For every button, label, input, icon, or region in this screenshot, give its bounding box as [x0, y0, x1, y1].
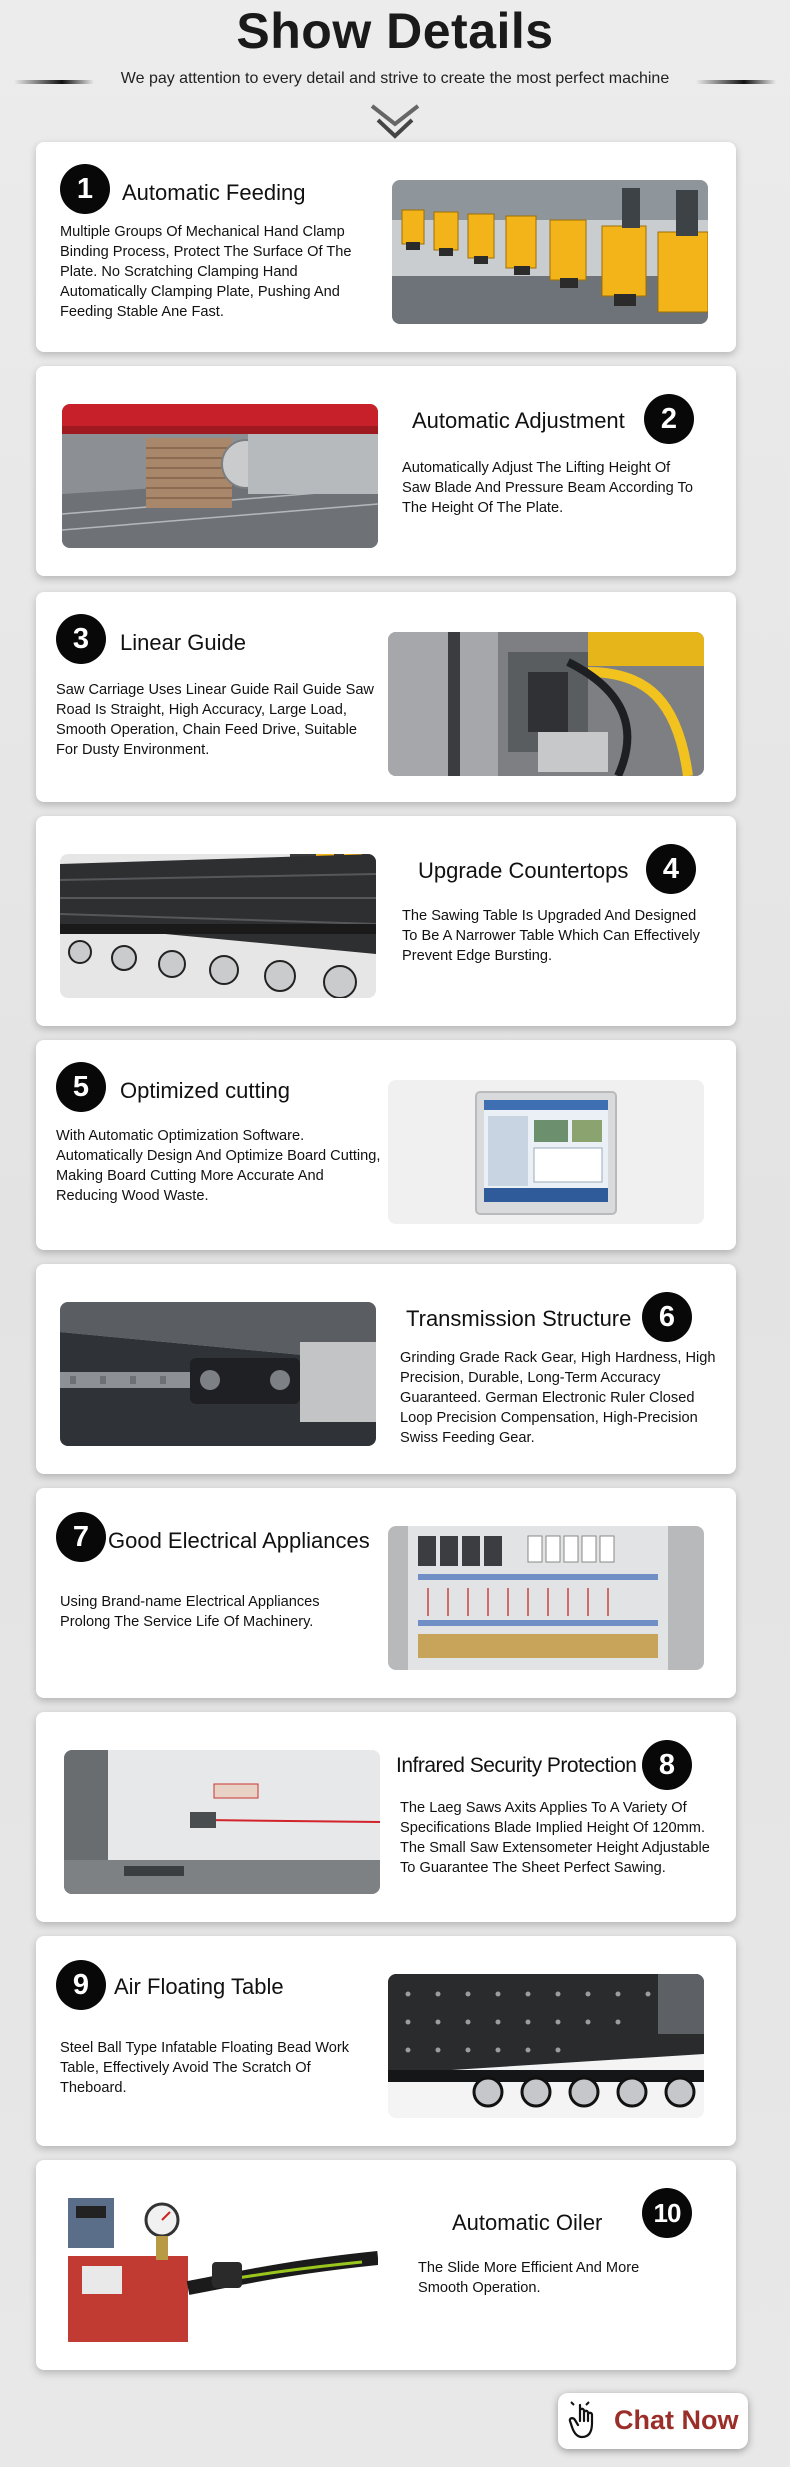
- feature-description: The Laeg Saws Axits Applies To A Variety Of Specifications Blade Implied Height Of 120mm. The Small Saw Extensometer Height Adjustable To Guarantee The Sheet Perfect Sawing.: [400, 1800, 710, 1876]
- feature-card-2: [36, 366, 736, 576]
- feature-description: The Slide More Efficient And More Smooth Operation.: [418, 2260, 640, 2296]
- feature-description: Automatically Adjust The Lifting Height Of Saw Blade And Pressure Beam According To The Height Of The Plate.: [402, 460, 693, 516]
- header-banner: [0, 0, 790, 150]
- electrical-appliances-photo: [388, 1526, 704, 1670]
- feature-card-1: [36, 142, 736, 352]
- page-title: Show Details: [236, 3, 554, 59]
- feature-card-6: [36, 1264, 736, 1474]
- feature-card-5: [36, 1040, 736, 1250]
- feature-number-badge: 4: [646, 844, 696, 894]
- feature-title: Automatic Oiler: [452, 2210, 603, 2235]
- feature-description: Using Brand-name Electrical Appliances Prolong The Service Life Of Machinery.: [60, 1594, 320, 1630]
- feature-number-badge: 10: [642, 2188, 692, 2238]
- feature-number-badge: 2: [644, 394, 694, 444]
- feature-card-3: [36, 592, 736, 802]
- feature-title: Automatic Adjustment: [412, 408, 625, 433]
- feature-title: Optimized cutting: [120, 1078, 290, 1103]
- feature-title: Linear Guide: [120, 630, 246, 655]
- feature-number-badge: 6: [642, 1292, 692, 1342]
- feature-description: Steel Ball Type Infatable Floating Bead Work Table, Effectively Avoid The Scratch Of Theboard.: [60, 2040, 350, 2096]
- feature-title: Transmission Structure: [406, 1306, 632, 1331]
- feature-description: The Sawing Table Is Upgraded And Designed To Be A Narrower Table Which Can Effectively Prevent Edge Bursting.: [402, 908, 700, 964]
- air-floating-table-photo: [388, 1974, 704, 2118]
- linear-guide-photo: [388, 632, 704, 776]
- feature-title: Good Electrical Appliances: [108, 1528, 370, 1553]
- chat-now-label: Chat Now: [614, 2405, 739, 2435]
- upgrade-countertops-photo: [60, 854, 376, 998]
- double-chevron-down-icon: [366, 100, 424, 146]
- feature-number-badge: 8: [642, 1740, 692, 1790]
- automatic-oiler-photo: [62, 2198, 378, 2342]
- automatic-feeding-photo: [392, 180, 708, 324]
- feature-description: With Automatic Optimization Software. Automatically Design And Optimize Board Cutting, Making Board Cutting More Accurate And Reducing Wood Waste.: [56, 1128, 381, 1204]
- feature-number-badge: 9: [56, 1960, 106, 2010]
- feature-number-badge: 3: [56, 614, 106, 664]
- feature-card-10: [36, 2160, 736, 2370]
- feature-description: Saw Carriage Uses Linear Guide Rail Guide Saw Road Is Straight, High Accuracy, Large Load, Smooth Operation, Chain Feed Drive, Suitable For Dusty Environment.: [56, 682, 374, 758]
- feature-card-9: [36, 1936, 736, 2146]
- feature-card-4: [36, 816, 736, 1026]
- transmission-structure-photo: [60, 1302, 376, 1446]
- chat-now-button[interactable]: [558, 2393, 748, 2449]
- feature-number-badge: 1: [60, 164, 110, 214]
- feature-title: Infrared Security Protection: [396, 1754, 637, 1777]
- optimized-cutting-photo: [388, 1080, 704, 1224]
- feature-number-badge: 7: [56, 1512, 106, 1562]
- pointing-hand-icon: [568, 2401, 608, 2441]
- feature-title: Automatic Feeding: [122, 180, 306, 205]
- feature-title: Upgrade Countertops: [418, 858, 629, 883]
- page-subtitle: We pay attention to every detail and strive to create the most perfect machine: [120, 70, 670, 87]
- feature-card-8: [36, 1712, 736, 1922]
- feature-description: Grinding Grade Rack Gear, High Hardness, High Precision, Durable, Long-Term Accuracy Guaranteed. German Electronic Ruler Closed Loop Precision Compensation, High-Precision Swiss Feeding Gear.: [400, 1350, 716, 1446]
- infrared-protection-photo: [64, 1750, 380, 1894]
- feature-card-7: [36, 1488, 736, 1698]
- feature-number-badge: 5: [56, 1062, 106, 1112]
- automatic-adjustment-photo: [62, 404, 378, 548]
- feature-title: Air Floating Table: [114, 1974, 284, 1999]
- feature-description: Multiple Groups Of Mechanical Hand Clamp Binding Process, Protect The Surface Of The Plate. No Scratching Clamping Hand Automatically Clamping Plate, Pushing And Feeding Stable Ane Fast.: [60, 224, 352, 320]
